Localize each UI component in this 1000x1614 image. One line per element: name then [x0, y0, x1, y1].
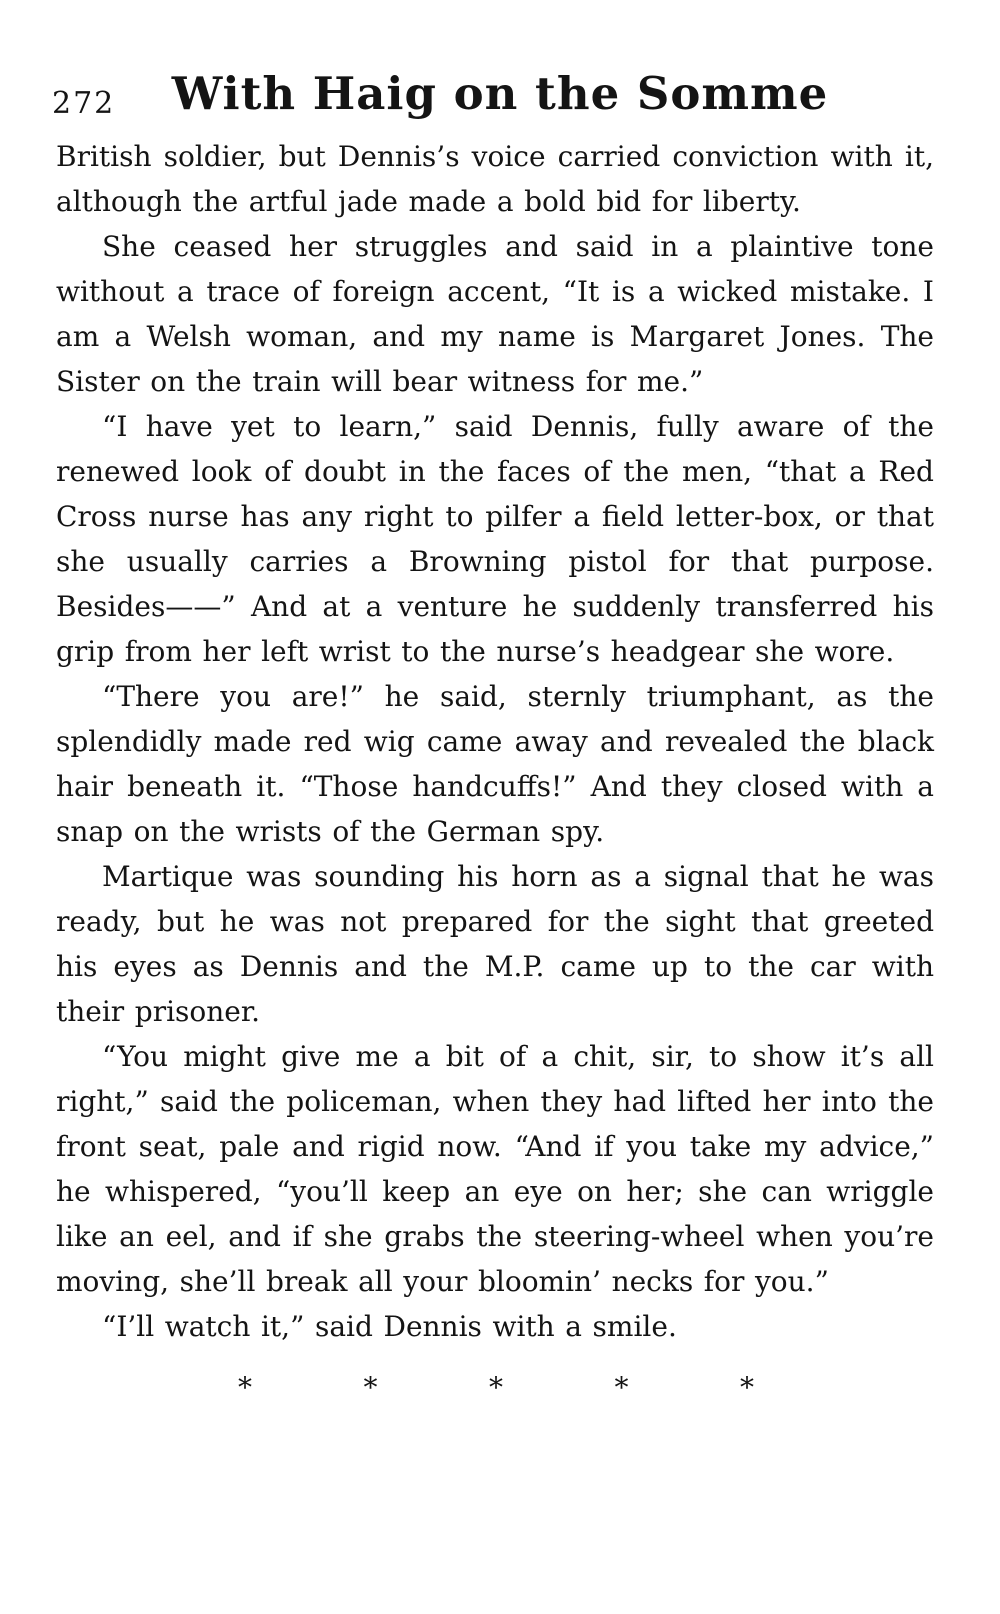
asterisk-glyph: *: [740, 1371, 754, 1404]
asterisk-glyph: *: [614, 1371, 629, 1404]
paragraph: “I have yet to learn,” said Dennis, fully aware of the renewed look of doubt in the faces of the men, “that a Red Cross nurse has any right to pilfer a field letter-box, or that she usually carries a Browning pistol for that purpose. Besides——” And at a venture he suddenly transferred his grip from her left wrist to the nurse’s headgear she wore.: [56, 410, 934, 668]
section-break: [238, 1365, 754, 1410]
page-body: [56, 134, 934, 1410]
page-header: [0, 68, 1000, 128]
paragraph: Martique was sounding his horn as a signal that he was ready, but he was not prepared for the sight that greeted his eyes as Dennis and the M.P. came up to the car with their prisoner.: [56, 860, 934, 1028]
paragraph: “You might give me a bit of a chit, sir, to show it’s all right,” said the policeman, when they had lifted her into the front seat, pale and rigid now. “And if you take my advice,” he whispered, “you’ll keep an eye on her; she can wriggle like an eel, and if she grabs the steering-wheel when you’re moving, she’ll break all your bloomin’ necks for you.”: [56, 1040, 934, 1298]
asterisk-glyph: *: [489, 1371, 503, 1404]
paragraph: She ceased her struggles and said in a plaintive tone without a trace of foreign accent, “It is a wicked mistake. I am a Welsh woman, and my name is Margaret Jones. The Sister on the train will bear witness for me.”: [56, 230, 934, 398]
paragraph: “There you are!” he said, sternly triumphant, as the splendidly made red wig came away and revealed the black hair beneath it. “Those handcuffs!” And they closed with a snap on the wrists of the German spy.: [56, 680, 934, 848]
asterisk-glyph: *: [238, 1371, 252, 1404]
asterisk-glyph: *: [363, 1371, 378, 1404]
page-title: With Haig on the Somme: [171, 67, 829, 120]
page-number: 272: [52, 86, 116, 121]
paragraph: British soldier, but Dennis’s voice carried conviction with it, although the artful jade made a bold bid for liberty.: [56, 140, 934, 218]
paragraph: “I’ll watch it,” said Dennis with a smile.: [102, 1310, 677, 1343]
paragraphs: [56, 134, 934, 1349]
